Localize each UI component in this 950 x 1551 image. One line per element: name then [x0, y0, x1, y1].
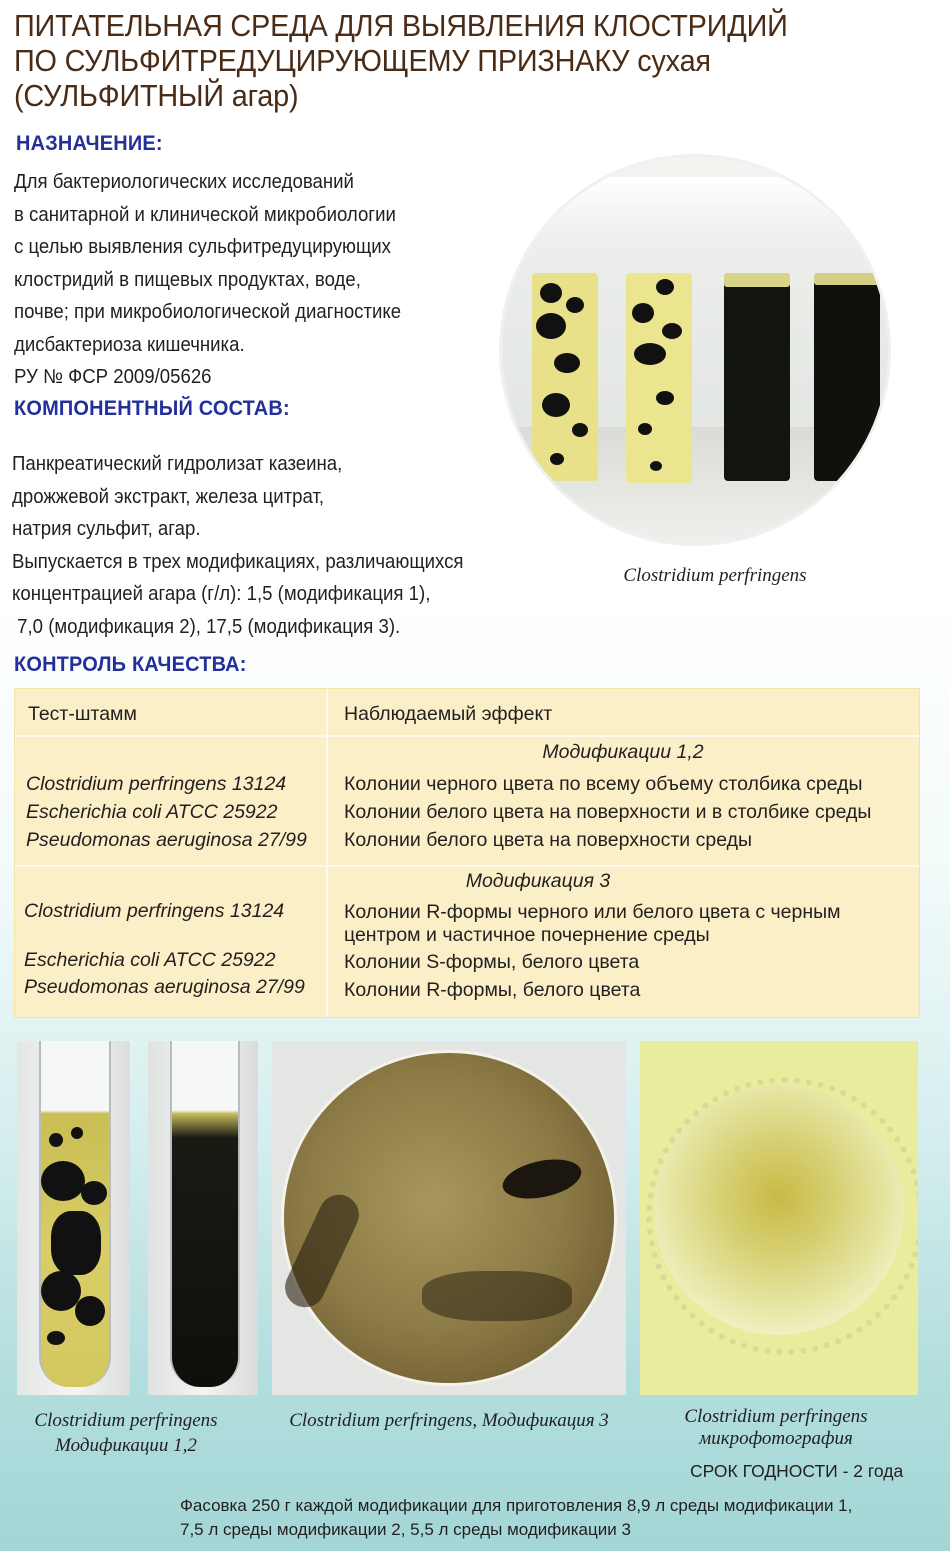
composition-line: Выпускается в трех модификациях, различающихся: [12, 550, 464, 573]
microphotograph: [640, 1041, 918, 1395]
tube-photo-modification-1: [17, 1041, 130, 1395]
composition-line: концентрацией агара (г/л): 1,5 (модификация 1),: [12, 583, 431, 605]
strain-cell: Clostridium perfringens 13124: [26, 773, 287, 795]
effect-cell: Колонии белого цвета на поверхности и в столбике среды: [344, 801, 872, 823]
tube-photo-modification-2: [148, 1041, 258, 1395]
title-line-2: ПО СУЛЬФИТРЕДУЦИРУЮЩЕМУ ПРИЗНАКУ сухая: [14, 43, 711, 78]
strain-cell: Clostridium perfringens 13124: [24, 900, 285, 922]
test-tube: [532, 273, 598, 481]
column-header-effect: Наблюдаемый эффект: [344, 703, 553, 725]
packaging-line-2: 7,5 л среды модификации 2, 5,5 л среды модификации 3: [180, 1520, 631, 1539]
composition-heading: КОМПОНЕНТНЫЙ СОСТАВ:: [14, 397, 290, 420]
micro-caption: [650, 1406, 902, 1450]
tubes-caption: [14, 1408, 238, 1458]
title-line-3: (СУЛЬФИТНЫЙ агар): [14, 78, 299, 113]
circle-photo-caption: Clostridium perfringens: [623, 565, 807, 586]
composition-line: дрожжевой экстракт, железа цитрат,: [12, 485, 325, 508]
strain-cell: Escherichia coli ATCC 25922: [26, 801, 278, 823]
effect-cell-continued: центром и частичное почернение среды: [344, 924, 710, 946]
purpose-line: дисбактериоза кишечника.: [14, 333, 245, 356]
micro-caption-line-2: микрофотография: [699, 1428, 853, 1449]
purpose-line: почве; при микробиологической диагностике: [14, 301, 402, 323]
strain-cell: Pseudomonas aeruginosa 27/99: [26, 829, 307, 851]
purpose-line: в санитарной и клинической микробиологии: [14, 203, 396, 226]
title-line-1: ПИТАТЕЛЬНАЯ СРЕДА ДЛЯ ВЫЯВЛЕНИЯ КЛОСТРИДИЙ: [14, 8, 788, 43]
effect-cell: Колонии S-формы, белого цвета: [344, 951, 640, 973]
composition-line: натрия сульфит, агар.: [12, 518, 201, 540]
registration-number: РУ № ФСР 2009/05626: [14, 366, 212, 388]
column-header-strain: Тест-штамм: [28, 703, 137, 725]
composition-line: Панкреатический гидролизат казеина,: [12, 453, 343, 475]
purpose-line: с целью выявления сульфитредуцирующих: [14, 236, 391, 258]
effect-cell: Колонии R-формы черного или белого цвета с черным: [344, 901, 841, 923]
group-label: Модификации 1,2: [542, 741, 704, 763]
purpose-line: клостридий в пищевых продуктах, воде,: [14, 268, 361, 291]
page-title: [14, 8, 870, 113]
effect-cell: Колонии черного цвета по всему объему столбика среды: [344, 773, 863, 795]
purpose-text: [14, 166, 401, 394]
purpose-line: Для бактериологических исследований: [14, 171, 354, 193]
plate-caption: Clostridium perfringens, Модификация 3: [289, 1410, 609, 1431]
packaging-line-1: Фасовка 250 г каждой модификации для приготовления 8,9 л среды модификации 1,: [180, 1496, 853, 1515]
effect-cell: Колонии R-формы, белого цвета: [344, 979, 641, 1001]
petri-plate-photo: [272, 1041, 626, 1395]
shelf-life: СРОК ГОДНОСТИ - 2 года: [690, 1461, 904, 1481]
tubes-caption-line-1: Clostridium perfringens: [34, 1410, 218, 1431]
effect-cell: Колонии белого цвета на поверхности среды: [344, 829, 753, 851]
strain-cell: Pseudomonas aeruginosa 27/99: [24, 976, 305, 998]
composition-line: 7,0 (модификация 2), 17,5 (модификация 3).: [12, 615, 401, 638]
tubes-caption-line-2: Модификации 1,2: [55, 1435, 197, 1456]
tubes-circle-photo: [502, 157, 888, 543]
test-tube: [626, 273, 692, 483]
test-tube: [814, 273, 880, 481]
micro-caption-line-1: Clostridium perfringens: [684, 1406, 868, 1427]
composition-text: [12, 448, 464, 643]
group-label: Модификация 3: [465, 870, 611, 892]
quality-heading: КОНТРОЛЬ КАЧЕСТВА:: [14, 653, 247, 676]
strain-cell: Escherichia coli ATCC 25922: [24, 949, 276, 971]
purpose-heading: НАЗНАЧЕНИЕ:: [16, 132, 163, 155]
test-tube: [724, 273, 790, 481]
